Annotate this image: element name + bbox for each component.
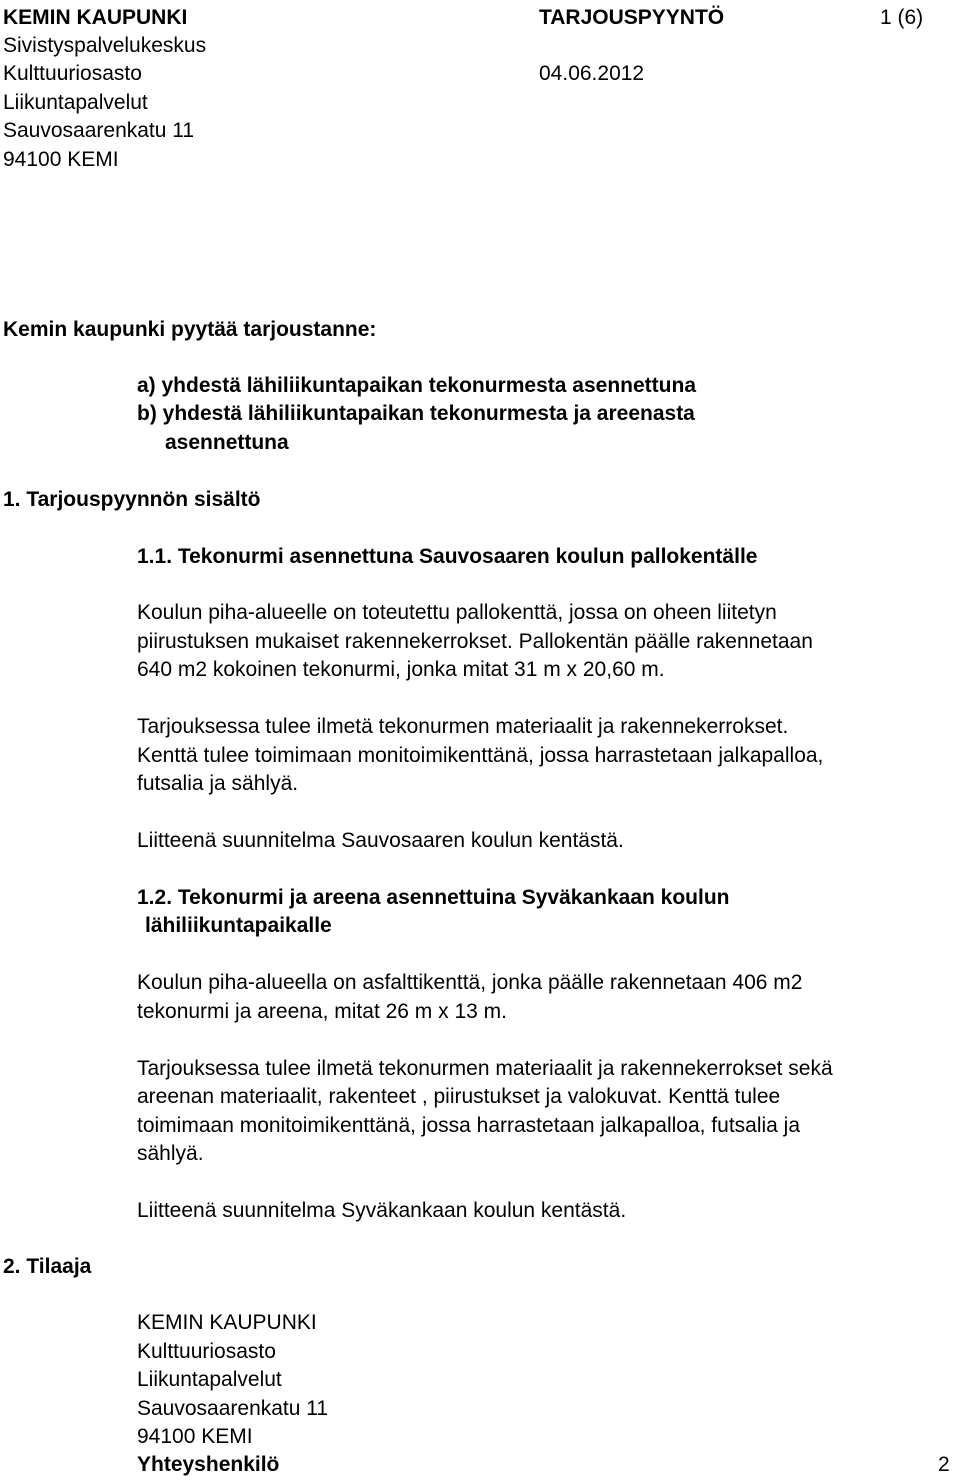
client-address-line: Liikuntapalvelut <box>137 1368 282 1391</box>
paragraph-line: futsalia ja sählyä. <box>137 772 299 795</box>
intro-item-b-cont: asennettuna <box>165 431 289 454</box>
paragraph-line: Koulun piha-alueelle on toteutettu pallokenttä, jossa on oheen liitetyn <box>137 601 777 624</box>
header-dept: Sivistyspalvelukeskus <box>3 34 207 57</box>
attachment-note: Liitteenä suunnitelma Syväkankaan koulun kentästä. <box>137 1199 627 1222</box>
section1-2-heading-cont: lähiliikuntapaikalle <box>145 914 332 937</box>
page-number: 1 (6) <box>880 6 924 29</box>
paragraph-line: toimimaan monitoimikenttänä, jossa harrastetaan jalkapalloa, futsalia ja <box>137 1114 801 1137</box>
paragraph-line: Tarjouksessa tulee ilmetä tekonurmen materiaalit ja rakennekerrokset sekä <box>137 1057 833 1080</box>
paragraph-line: Koulun piha-alueella on asfalttikenttä, jonka päälle rakennetaan 406 m2 <box>137 971 803 994</box>
section1-1-heading: 1.1. Tekonurmi asennettuna Sauvosaaren koulun pallokentälle <box>137 545 758 568</box>
client-address-line: Kulttuuriosasto <box>137 1340 276 1363</box>
attachment-note: Liitteenä suunnitelma Sauvosaaren koulun kentästä. <box>137 829 624 852</box>
paragraph-line: sählyä. <box>137 1142 204 1165</box>
section1-heading: 1. Tarjouspyynnön sisältö <box>3 488 261 511</box>
section2-heading: 2. Tilaaja <box>3 1255 92 1278</box>
section1-2-heading: 1.2. Tekonurmi ja areena asennettuina Syväkankaan koulun <box>137 886 730 909</box>
paragraph-line: 640 m2 kokoinen tekonurmi, jonka mitat 31 m x 20,60 m. <box>137 658 665 681</box>
header-org: KEMIN KAUPUNKI <box>3 6 188 29</box>
doc-date: 04.06.2012 <box>539 62 645 85</box>
intro-item-b: b) yhdestä lähiliikuntapaikan tekonurmesta ja areenasta <box>137 402 695 425</box>
paragraph-line: areenan materiaalit, rakenteet , piirustukset ja valokuvat. Kenttä tulee <box>137 1085 781 1108</box>
paragraph-line: tekonurmi ja areena, mitat 26 m x 13 m. <box>137 1000 507 1023</box>
header-division: Kulttuuriosasto <box>3 62 142 85</box>
client-address-line: 94100 KEMI <box>137 1425 253 1448</box>
contact-person-label: Yhteyshenkilö <box>137 1453 280 1476</box>
client-address-line: Sauvosaarenkatu 11 <box>137 1397 329 1420</box>
doc-type: TARJOUSPYYNTÖ <box>539 6 725 29</box>
header-unit: Liikuntapalvelut <box>3 91 148 114</box>
header-street: Sauvosaarenkatu 11 <box>3 119 195 142</box>
paragraph-line: Tarjouksessa tulee ilmetä tekonurmen materiaalit ja rakennekerrokset. <box>137 715 789 738</box>
intro-item-a: a) yhdestä lähiliikuntapaikan tekonurmesta asennettuna <box>137 374 696 397</box>
header-city: 94100 KEMI <box>3 148 119 171</box>
paragraph-line: piirustuksen mukaiset rakennekerrokset. Pallokentän päälle rakennetaan <box>137 630 813 653</box>
paragraph-line: Kenttä tulee toimimaan monitoimikenttänä, jossa harrastetaan jalkapalloa, <box>137 744 824 767</box>
intro-heading: Kemin kaupunki pyytää tarjoustanne: <box>3 318 377 341</box>
footer-number: 2 <box>938 1453 950 1476</box>
client-address-line: KEMIN KAUPUNKI <box>137 1311 317 1334</box>
